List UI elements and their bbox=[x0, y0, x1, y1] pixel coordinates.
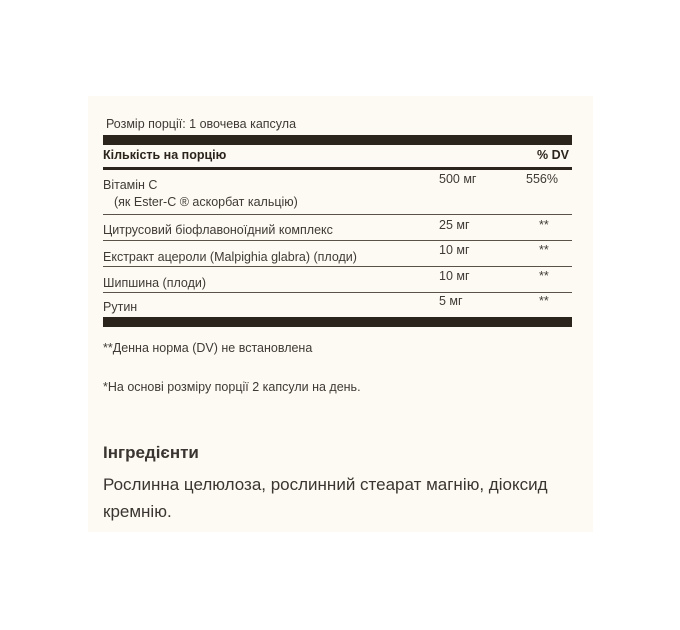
header-amount-per-serving: Кількість на порцію bbox=[103, 148, 227, 162]
row-divider bbox=[103, 240, 572, 241]
row-rutin-name: Рутин bbox=[103, 300, 138, 314]
row-rutin-dv: ** bbox=[539, 294, 549, 308]
row-divider bbox=[103, 292, 572, 293]
serving-size: Розмір порції: 1 овочева капсула bbox=[106, 117, 297, 131]
row-rosehip-dv: ** bbox=[539, 269, 549, 283]
row-vitamin-c-name: Вітамін С bbox=[103, 178, 158, 192]
header-divider bbox=[103, 167, 572, 170]
row-divider bbox=[103, 214, 572, 215]
row-acerola-amount: 10 мг bbox=[439, 243, 470, 257]
row-rosehip-name: Шипшина (плоди) bbox=[103, 276, 207, 290]
ingredients-text: Рослинна целюлоза, рослинний стеарат магнію, діоксид кремнію. bbox=[103, 475, 548, 521]
header-daily-value: % DV bbox=[537, 148, 569, 162]
top-divider bbox=[103, 135, 572, 145]
row-acerola-dv: ** bbox=[539, 243, 549, 257]
row-vitamin-c-amount: 500 мг bbox=[439, 172, 477, 186]
row-divider bbox=[103, 266, 572, 267]
ingredients-title: Інгредієнти bbox=[103, 443, 199, 462]
row-vitamin-c-sub: (як Ester-C ® аскорбат кальцію) bbox=[114, 195, 298, 209]
row-citrus-bioflavonoid-name: Цитрусовий біофлавоноїдний комплекс bbox=[103, 223, 333, 237]
row-acerola-name: Екстракт ацероли (Malpighia glabra) (плоди) bbox=[103, 250, 357, 264]
footnote-dv-not-established: **Денна норма (DV) не встановлена bbox=[103, 341, 313, 355]
footnote-based-on-serving: *На основі розміру порції 2 капсули на день. bbox=[103, 380, 361, 394]
row-vitamin-c-dv: 556% bbox=[526, 172, 558, 186]
row-citrus-bioflavonoid-amount: 25 мг bbox=[439, 218, 470, 232]
bottom-divider bbox=[103, 317, 572, 327]
row-citrus-bioflavonoid-dv: ** bbox=[539, 218, 549, 232]
row-rosehip-amount: 10 мг bbox=[439, 269, 470, 283]
row-rutin-amount: 5 мг bbox=[439, 294, 463, 308]
